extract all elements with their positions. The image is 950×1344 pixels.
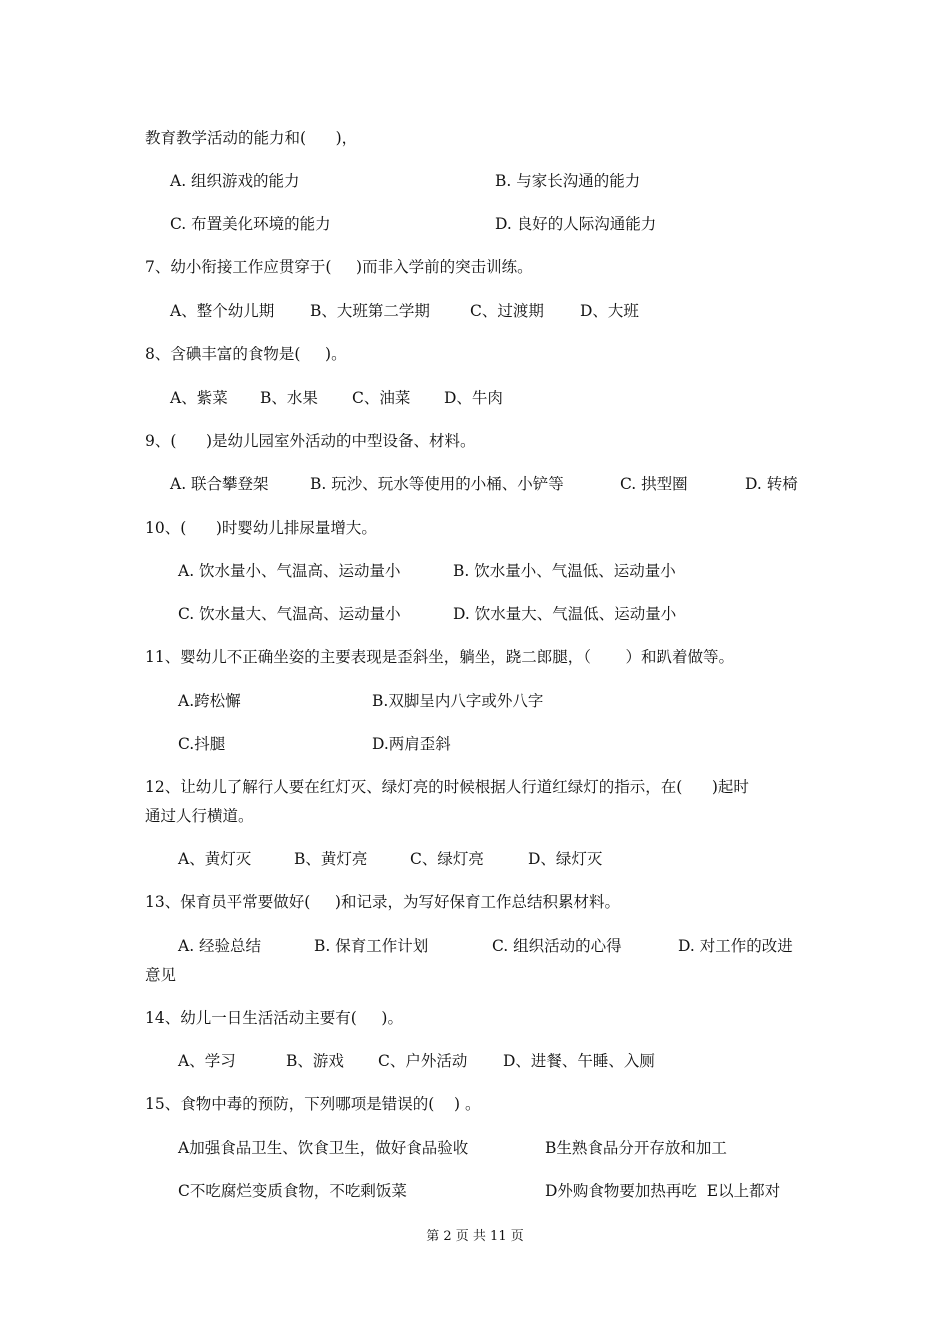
- option-a: A、学习: [178, 1052, 236, 1070]
- option-b: B、黄灯亮: [294, 850, 368, 868]
- option-c: C、过渡期: [470, 302, 544, 320]
- option-a: A. 联合攀登架: [170, 475, 269, 493]
- option-a: A加强食品卫生、饮食卫生，做好食品验收: [178, 1139, 469, 1157]
- option-c: C. 组织活动的心得: [492, 937, 622, 955]
- option-c: C. 布置美化环境的能力: [170, 215, 331, 233]
- option-d: D、大班: [580, 302, 639, 320]
- option-a: A. 饮水量小、气温高、运动量小: [178, 562, 401, 580]
- option-b: B. 与家长沟通的能力: [495, 172, 641, 190]
- option-d-continued: 意见: [145, 966, 177, 984]
- option-d: D. 良好的人际沟通能力: [495, 215, 657, 233]
- option-b: B、游戏: [286, 1052, 344, 1070]
- option-d: D、牛肉: [444, 389, 503, 407]
- page-number-footer: 第 2 页 共 11 页: [426, 1229, 524, 1244]
- option-a: A.跨松懈: [178, 692, 241, 710]
- option-b: B. 玩沙、玩水等使用的小桶、小铲等: [310, 475, 564, 493]
- option-c: C不吃腐烂变质食物，不吃剩饭菜: [178, 1182, 407, 1200]
- question-stem: 教育教学活动的能力和( )，: [145, 129, 358, 147]
- question-stem: 7、幼小衔接工作应贯穿于( )而非入学前的突击训练。: [145, 258, 533, 276]
- question-stem: 13、保育员平常要做好( )和记录，为写好保育工作总结积累材料。: [145, 893, 620, 911]
- option-a: A、整个幼儿期: [170, 302, 275, 320]
- option-b: B生熟食品分开存放和加工: [545, 1139, 727, 1157]
- option-c: C、油菜: [352, 389, 411, 407]
- question-stem-continued: 通过人行横道。: [145, 807, 254, 825]
- option-b: B. 饮水量小、气温低、运动量小: [453, 562, 676, 580]
- option-c: C. 饮水量大、气温高、运动量小: [178, 605, 401, 623]
- option-c: C. 拱型圈: [620, 475, 688, 493]
- option-a: A、黄灯灭: [178, 850, 252, 868]
- question-stem: 15、食物中毒的预防，下列哪项是错误的( ) 。: [145, 1095, 481, 1113]
- question-stem: 14、幼儿一日生活活动主要有( )。: [145, 1009, 403, 1027]
- option-b: B、大班第二学期: [310, 302, 430, 320]
- option-b: B. 保育工作计划: [314, 937, 429, 955]
- option-b: B.双脚呈内八字或外八字: [372, 692, 544, 710]
- option-a: A. 组织游戏的能力: [170, 172, 300, 190]
- option-d: D外购食物要加热再吃 E以上都对: [545, 1182, 781, 1200]
- option-b: B、水果: [260, 389, 318, 407]
- option-d: D. 对工作的改进: [678, 937, 793, 955]
- option-c: C、绿灯亮: [410, 850, 484, 868]
- question-stem: 9、( )是幼儿园室外活动的中型设备、材料。: [145, 432, 476, 450]
- option-c: C.抖腿: [178, 735, 226, 753]
- option-a: A、紫菜: [170, 389, 228, 407]
- option-d: D. 饮水量大、气温低、运动量小: [453, 605, 677, 623]
- option-c: C、户外活动: [378, 1052, 468, 1070]
- option-d: D、进餐、午睡、入厕: [503, 1052, 655, 1070]
- question-stem: 12、让幼儿了解行人要在红灯灭、绿灯亮的时候根据人行道红绿灯的指示，在( )起时: [145, 778, 749, 796]
- option-a: A. 经验总结: [178, 937, 262, 955]
- option-d: D.两肩歪斜: [372, 735, 451, 753]
- question-stem: 10、( )时婴幼儿排尿量增大。: [145, 519, 377, 537]
- option-d: D、绿灯灭: [528, 850, 603, 868]
- question-stem: 8、含碘丰富的食物是( )。: [145, 345, 347, 363]
- question-stem: 11、婴幼儿不正确坐姿的主要表现是歪斜坐，躺坐，跷二郎腿，（ ）和趴着做等。: [145, 648, 734, 666]
- option-d: D. 转椅: [745, 475, 798, 493]
